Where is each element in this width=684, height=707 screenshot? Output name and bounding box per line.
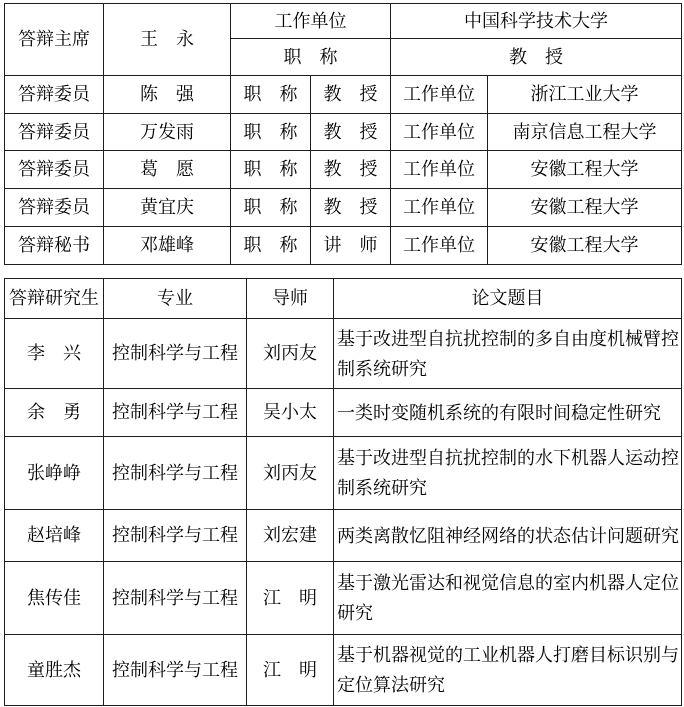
student-row (5, 562, 682, 635)
chair-work-unit-value: 中国科学技术大学 (391, 4, 682, 39)
student-advisor: 江 明 (247, 562, 334, 635)
member-row (5, 76, 682, 114)
chair-work-unit-label: 工作单位 (231, 4, 391, 39)
member-unit-label: 工作单位 (391, 151, 488, 189)
member-title-value: 教 授 (311, 76, 391, 114)
member-unit-value: 安徽工程大学 (488, 151, 682, 189)
student-thesis-title: 基于改进型自抗扰控制的水下机器人运动控制系统研究 (334, 437, 682, 510)
student-advisor: 刘宏建 (247, 510, 334, 562)
chair-title-label: 职 称 (231, 39, 391, 76)
member-title-value: 教 授 (311, 114, 391, 151)
member-title-label: 职 称 (231, 114, 311, 151)
student-row (5, 510, 682, 562)
member-role-label: 答辩委员 (5, 114, 104, 151)
student-major: 控制科学与工程 (104, 635, 247, 706)
student-name: 余 勇 (5, 389, 104, 437)
student-name: 李 兴 (5, 319, 104, 389)
secretary-title-label: 职 称 (231, 227, 311, 265)
student-name: 童胜杰 (5, 635, 104, 706)
student-row (5, 437, 682, 510)
student-major: 控制科学与工程 (104, 319, 247, 389)
member-title-value: 教 授 (311, 151, 391, 189)
student-advisor: 刘丙友 (247, 437, 334, 510)
student-row (5, 635, 682, 706)
member-name: 黄宜庆 (104, 189, 231, 227)
student-thesis-title: 基于激光雷达和视觉信息的室内机器人定位研究 (334, 562, 682, 635)
member-unit-label: 工作单位 (391, 76, 488, 114)
member-role-label: 答辩委员 (5, 189, 104, 227)
student-name: 赵培峰 (5, 510, 104, 562)
member-title-value: 教 授 (311, 189, 391, 227)
defense-committee-table (4, 3, 682, 265)
secretary-unit-value: 安徽工程大学 (488, 227, 682, 265)
students-table (4, 278, 682, 706)
student-thesis-title: 两类离散忆阻神经网络的状态估计问题研究 (334, 510, 682, 562)
member-row (5, 189, 682, 227)
member-unit-label: 工作单位 (391, 114, 488, 151)
member-title-label: 职 称 (231, 151, 311, 189)
member-row (5, 114, 682, 151)
secretary-name: 邓雄峰 (104, 227, 231, 265)
member-role-label: 答辩委员 (5, 151, 104, 189)
student-major: 控制科学与工程 (104, 437, 247, 510)
secretary-unit-label: 工作单位 (391, 227, 488, 265)
secretary-row (5, 227, 682, 265)
chair-title-value: 教 授 (391, 39, 682, 76)
student-advisor: 刘丙友 (247, 319, 334, 389)
chair-name: 王 永 (104, 4, 231, 76)
member-name: 万发雨 (104, 114, 231, 151)
chair-row-unit (5, 4, 682, 39)
student-advisor: 江 明 (247, 635, 334, 706)
student-major: 控制科学与工程 (104, 510, 247, 562)
member-title-label: 职 称 (231, 76, 311, 114)
member-name: 陈 强 (104, 76, 231, 114)
secretary-role-label: 答辩秘书 (5, 227, 104, 265)
students-header-student: 答辩研究生 (5, 279, 104, 319)
student-thesis-title: 基于改进型自抗扰控制的多自由度机械臂控制系统研究 (334, 319, 682, 389)
student-advisor: 吴小太 (247, 389, 334, 437)
member-row (5, 151, 682, 189)
students-header-advisor: 导师 (247, 279, 334, 319)
member-title-label: 职 称 (231, 189, 311, 227)
student-major: 控制科学与工程 (104, 389, 247, 437)
student-row (5, 319, 682, 389)
student-thesis-title: 一类时变随机系统的有限时间稳定性研究 (334, 389, 682, 437)
students-header-major: 专业 (104, 279, 247, 319)
student-row (5, 389, 682, 437)
member-unit-value: 安徽工程大学 (488, 189, 682, 227)
students-header-row (5, 279, 682, 319)
chair-role-label: 答辩主席 (5, 4, 104, 76)
student-major: 控制科学与工程 (104, 562, 247, 635)
student-thesis-title: 基于机器视觉的工业机器人打磨目标识别与定位算法研究 (334, 635, 682, 706)
member-role-label: 答辩委员 (5, 76, 104, 114)
member-name: 葛 愿 (104, 151, 231, 189)
students-header-thesis: 论文题目 (334, 279, 682, 319)
student-name: 焦传佳 (5, 562, 104, 635)
member-unit-value: 南京信息工程大学 (488, 114, 682, 151)
member-unit-value: 浙江工业大学 (488, 76, 682, 114)
student-name: 张峥峥 (5, 437, 104, 510)
secretary-title-value: 讲 师 (311, 227, 391, 265)
member-unit-label: 工作单位 (391, 189, 488, 227)
